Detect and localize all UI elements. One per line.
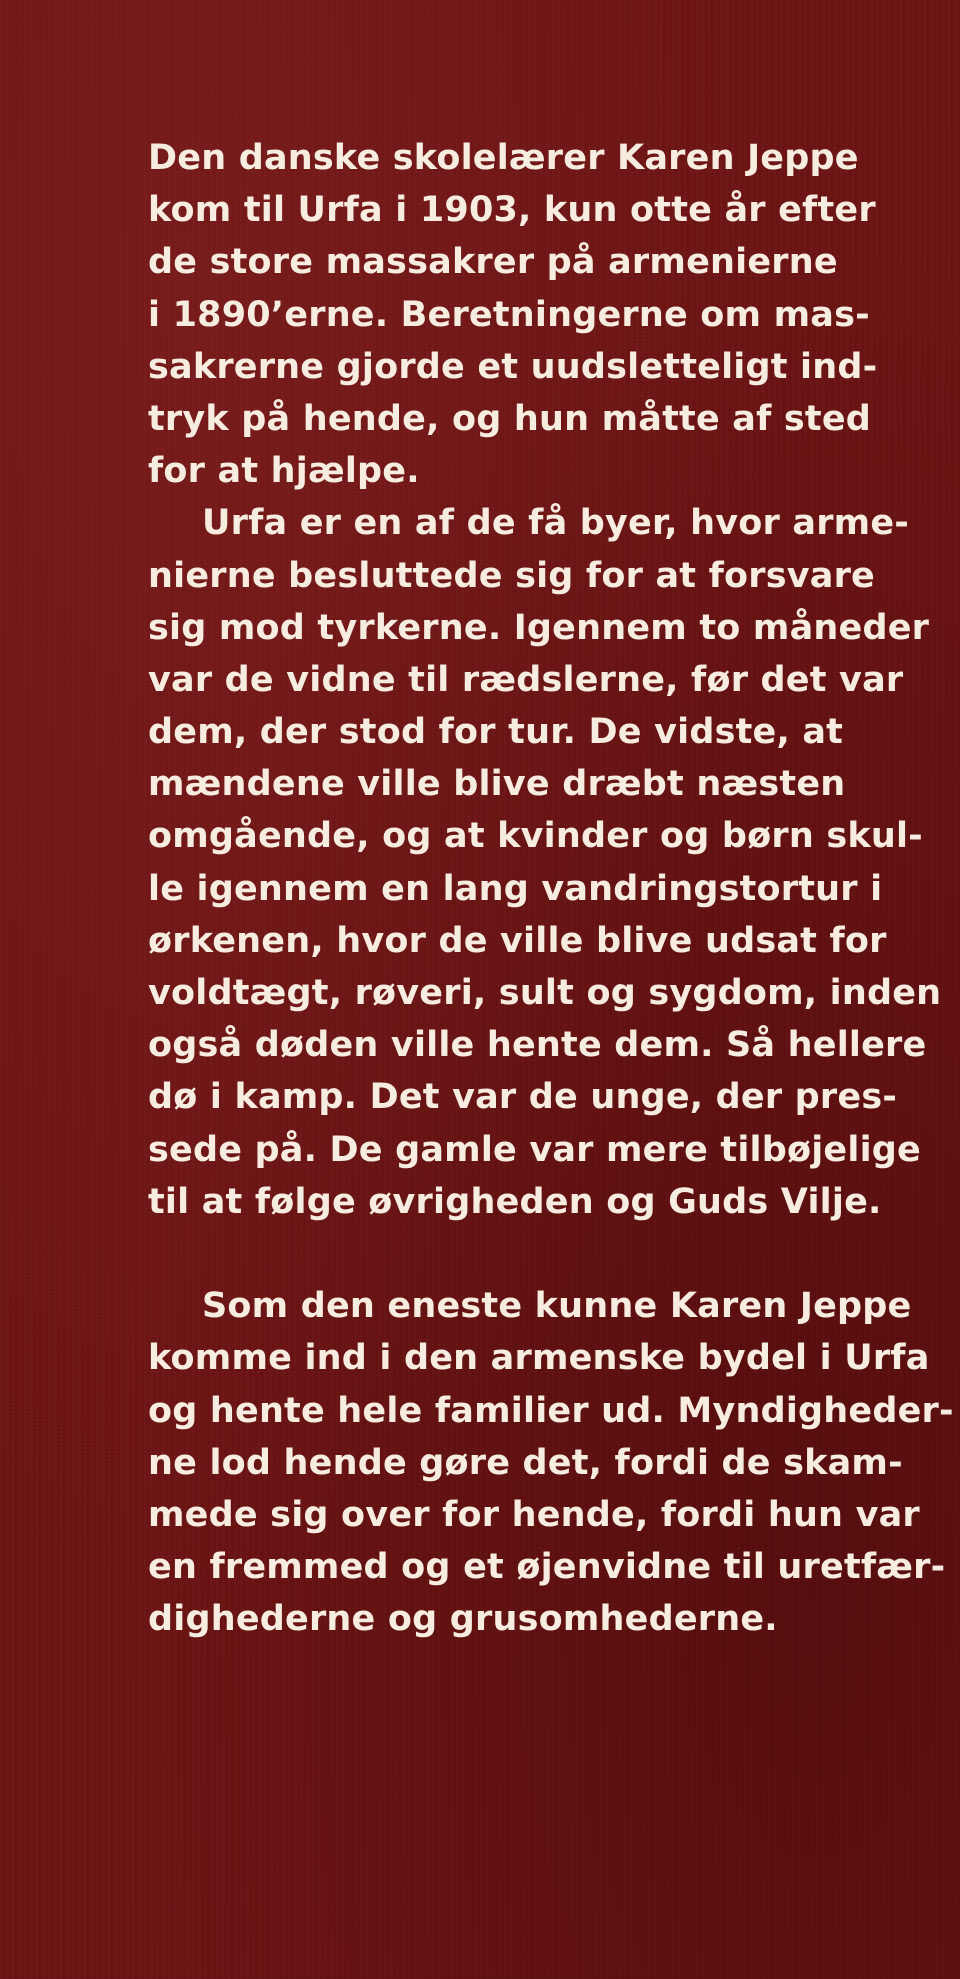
text-line: også døden ville hente dem. Så hellere: [148, 1025, 927, 1066]
text-line: [148, 1228, 928, 1280]
text-line: Som den eneste kunne Karen Jeppe: [202, 1286, 912, 1327]
text-line: til at følge øvrigheden og Guds Vilje.: [148, 1181, 882, 1222]
text-line: voldtægt, røveri, sult og sygdom, inden: [148, 973, 942, 1013]
text-line: Den danske skolelærer Karen Jeppe: [148, 138, 859, 178]
text-line: omgående, og at kvinder og børn skul-: [148, 816, 923, 857]
text-line: sakrerne gjorde et uudsletteligt ind-: [148, 346, 878, 387]
text-line: var de vidne til rædslerne, før det var: [148, 659, 904, 700]
text-line: dem, der stod for tur. De vidste, at: [148, 712, 844, 753]
text-line: mede sig over for hende, fordi hun var: [148, 1494, 920, 1535]
text-line: komme ind i den armenske bydel i Urfa: [148, 1338, 930, 1379]
text-line: sede på. De gamle var mere tilbøjelige: [148, 1129, 921, 1170]
text-line: le igennem en lang vandringstortur i: [148, 868, 883, 909]
blurb-text: [148, 132, 954, 1645]
text-line: Urfa er en af de få byer, hvor arme-: [202, 503, 910, 544]
paragraph-1: [148, 132, 928, 497]
text-line: ørkenen, hvor de ville blive udsat for: [148, 920, 887, 961]
text-line: kom til Urfa i 1903, kun otte år efter: [148, 190, 876, 231]
text-line: for at hjælpe.: [148, 451, 420, 492]
text-line: i 1890’erne. Beretningerne om mas-: [148, 294, 870, 335]
text-line: nierne besluttede sig for at forsvare: [148, 555, 875, 596]
paragraph-2: [148, 497, 942, 1280]
text-line: og hente hele familier ud. Myndigheder-: [148, 1390, 954, 1431]
text-line: dighederne og grusomhederne.: [148, 1599, 778, 1640]
text-line: ne lod hende gøre det, fordi de skam-: [148, 1442, 903, 1483]
text-line: de store massakrer på armenierne: [148, 242, 838, 283]
text-line: en fremmed og et øjenvidne til uretfær-: [148, 1547, 946, 1588]
text-line: mændene ville blive dræbt næsten: [148, 764, 846, 805]
text-line: sig mod tyrkerne. Igennem to måneder: [148, 607, 930, 648]
text-line: tryk på hende, og hun måtte af sted: [148, 398, 872, 439]
paragraph-3: [148, 1280, 954, 1645]
text-line: dø i kamp. Det var de unge, der pres-: [148, 1077, 898, 1118]
